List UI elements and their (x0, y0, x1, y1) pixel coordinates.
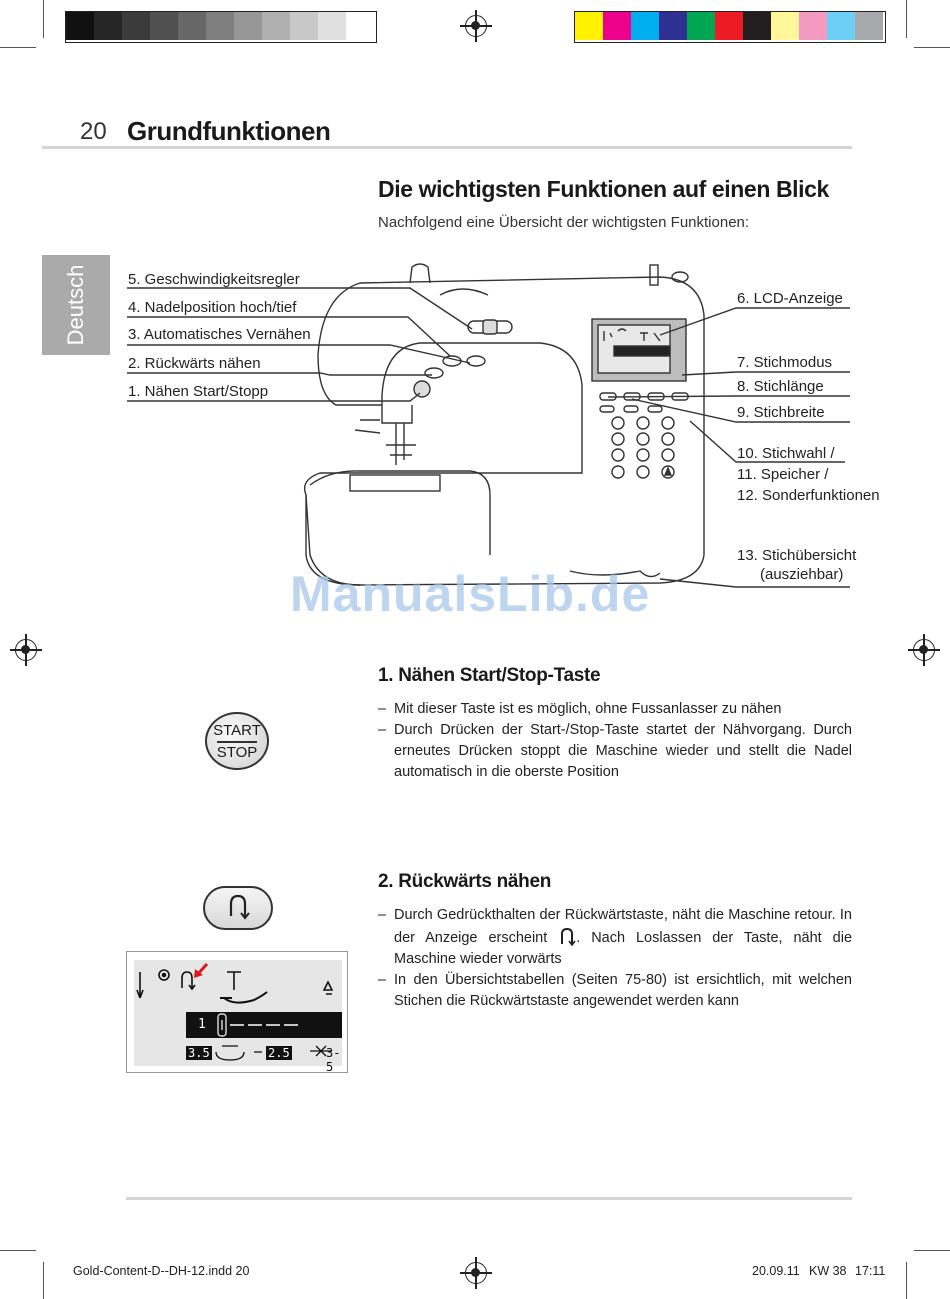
color-swatch (206, 12, 234, 40)
reverse-text-b: . Nach Loslassen der Taste, näht die Maschine wieder vorwärts (394, 930, 853, 967)
label-special-functions: 12. Sonderfunktionen (737, 487, 880, 504)
label-stitch-width: 9. Stichbreite (737, 404, 825, 421)
footer-filename: Gold-Content-D--DH-12.indd 20 (73, 1264, 250, 1278)
crop-mark (0, 1250, 36, 1251)
list-item (378, 905, 852, 970)
color-swatch (631, 12, 659, 40)
label-stitch-select: 10. Stichwahl / (737, 445, 835, 462)
color-swatch (715, 12, 743, 40)
section1-title: 1. Nähen Start/Stop-Taste (378, 665, 601, 686)
lcd-stitch-number: 1 (198, 1017, 206, 1032)
color-swatch (771, 12, 799, 40)
label-stitch-length: 8. Stichlänge (737, 378, 824, 395)
lcd-stitch-length: 3.5 (188, 1046, 210, 1060)
color-swatch (94, 12, 122, 40)
list-item: – Durch Drücken der Start-/Stop-Taste startet der Nähvorgang. Durch erneutes Drücken stoppt die Maschine wieder und stellt die Nadel automatisch in die oberste Position (378, 720, 852, 783)
section2-title: 2. Rückwärts nähen (378, 871, 552, 892)
label-stitch-overview-note: (ausziehbar) (760, 566, 844, 583)
color-swatch (318, 12, 346, 40)
footer-rule (126, 1197, 852, 1200)
button-divider (217, 741, 257, 743)
color-swatch (234, 12, 262, 40)
start-stop-button (205, 712, 269, 770)
color-swatch (346, 12, 374, 40)
footer-week: KW 38 (809, 1264, 847, 1278)
label-auto-lock: 3. Automatisches Vernähen (128, 326, 311, 343)
label-stitch-overview: 13. Stichübersicht (737, 547, 857, 564)
lcd-example (126, 951, 348, 1073)
color-swatch (150, 12, 178, 40)
label-memory: 11. Speicher / (737, 466, 829, 483)
footer-time: 17:11 (855, 1264, 886, 1278)
label-stitch-mode: 7. Stichmodus (737, 354, 833, 371)
color-swatch (290, 12, 318, 40)
lcd-stitch-width: 2.5 (268, 1046, 290, 1060)
color-swatch (66, 12, 94, 40)
list-item: – Mit dieser Taste ist es möglich, ohne Fussanlasser zu nähen (378, 699, 852, 720)
color-swatch (799, 12, 827, 40)
list-item: – In den Übersichtstabellen (Seiten 75-80) ist ersichtlich, mit welchen Stichen die Rückwärtstaste angewendet werden kann (378, 970, 852, 1012)
watermark: ManualsLib.de (290, 566, 651, 622)
color-swatch (687, 12, 715, 40)
lcd-stitch-bar (186, 1012, 342, 1038)
color-swatch (178, 12, 206, 40)
crop-mark (43, 0, 44, 38)
color-swatch (575, 12, 603, 40)
label-needle-position: 4. Nadelposition hoch/tief (128, 299, 297, 316)
lcd-screen (134, 960, 342, 1074)
color-swatch (262, 12, 290, 40)
reverse-icon (203, 886, 273, 930)
color-swatch (743, 12, 771, 40)
registration-mark-icon (465, 15, 487, 37)
color-swatch (659, 12, 687, 40)
crop-mark (906, 1262, 907, 1299)
registration-mark-icon (15, 639, 37, 661)
section1-bullets (378, 699, 852, 783)
color-swatch (827, 12, 855, 40)
crop-mark (906, 0, 907, 38)
footer-date: 20.09.11 (752, 1264, 800, 1278)
color-swatch (855, 12, 883, 40)
reverse-button (203, 886, 273, 930)
color-swatch (603, 12, 631, 40)
crop-mark (914, 1250, 950, 1251)
crop-mark (914, 47, 950, 48)
label-speed-control: 5. Geschwindigkeitsregler (128, 271, 300, 288)
reverse-inline-icon (558, 926, 576, 946)
page-number: 20 (80, 118, 107, 145)
stop-label: STOP (216, 743, 258, 761)
label-lcd: 6. LCD-Anzeige (737, 290, 843, 307)
language-tab-label: Deutsch (63, 264, 88, 346)
crop-mark (0, 47, 36, 48)
header-rule (42, 146, 852, 149)
label-reverse: 2. Rückwärts nähen (128, 355, 261, 372)
color-swatch (122, 12, 150, 40)
chapter-title: Grundfunktionen (127, 116, 331, 146)
start-label: START (213, 722, 261, 739)
lcd-width-range: 3-5 (326, 1046, 341, 1074)
section2-bullets (378, 905, 852, 1012)
lcd-stitch-preview (214, 1012, 334, 1038)
reverse-text-a: Durch Gedrückthalten der Rückwärtstaste, näht die Maschine retour. In der Anzeige erscheint (394, 907, 852, 946)
label-start-stop: 1. Nähen Start/Stopp (128, 383, 269, 400)
crop-mark (43, 1262, 44, 1299)
intro-title: Die wichtigsten Funktionen auf einen Blick (378, 176, 829, 202)
intro-subtitle: Nachfolgend eine Übersicht der wichtigsten Funktionen: (378, 214, 750, 231)
registration-mark-icon (913, 639, 935, 661)
registration-mark-icon (465, 1262, 487, 1284)
